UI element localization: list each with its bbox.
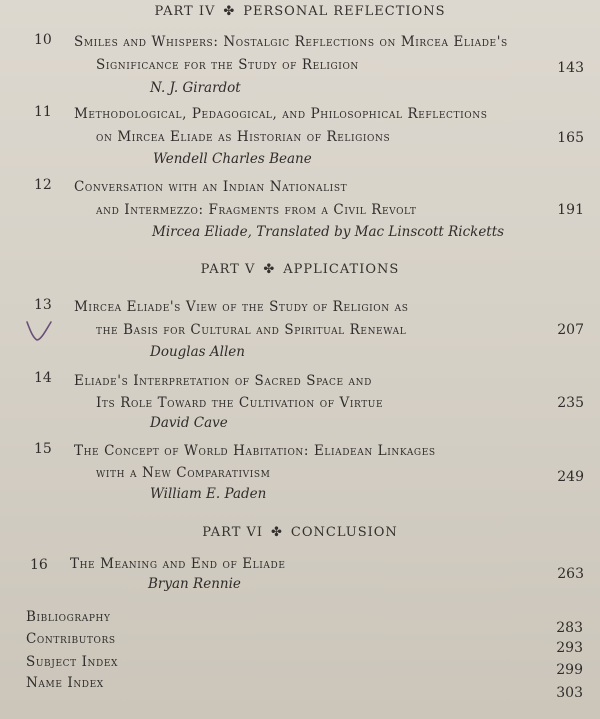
part-label: PART V (200, 262, 256, 277)
chapter-author: Mircea Eliade, Translated by Mac Linscott Ricketts (152, 224, 505, 240)
chapter-title-line: the Basis for Cultural and Spiritual Renewal (96, 322, 407, 338)
chapter-author: William E. Paden (150, 486, 267, 502)
chapter-author: Douglas Allen (150, 344, 245, 360)
chapter-page-number: 235 (557, 395, 584, 411)
chapter-number: 10 (34, 32, 52, 48)
chapter-number: 16 (30, 557, 48, 573)
part-label: PART VI (202, 525, 264, 540)
separator-ornament: ✤ (263, 262, 276, 277)
chapter-author: Wendell Charles Beane (153, 151, 312, 167)
back-matter-page-number: 293 (556, 640, 583, 656)
chapter-number: 15 (34, 441, 52, 457)
chapter-page-number: 249 (557, 469, 584, 485)
chapter-title-line: Methodological, Pedagogical, and Philosophical Reflections (74, 106, 488, 122)
chapter-number: 14 (34, 370, 52, 386)
part-title: APPLICATIONS (283, 262, 400, 277)
chapter-author: David Cave (150, 415, 228, 431)
separator-ornament: ✤ (223, 4, 236, 19)
chapter-title-line: with a New Comparativism (96, 465, 271, 481)
chapter-title-line: Significance for the Study of Religion (96, 57, 359, 73)
chapter-page-number: 191 (557, 202, 584, 218)
part-heading-v (0, 262, 600, 277)
chapter-title-line: Mircea Eliade's View of the Study of Religion as (74, 299, 409, 315)
chapter-title-line: Its Role Toward the Cultivation of Virtue (96, 395, 384, 411)
chapter-title-line: The Meaning and End of Eliade (70, 556, 286, 572)
part-heading-vi (0, 525, 600, 540)
chapter-author: N. J. Girardot (150, 80, 241, 96)
part-heading-iv (0, 4, 600, 19)
chapter-page-number: 165 (557, 130, 584, 146)
chapter-number: 13 (34, 297, 52, 313)
chapter-title-line: and Intermezzo: Fragments from a Civil Revolt (96, 202, 417, 218)
back-matter-page-number: 303 (556, 685, 583, 701)
chapter-page-number: 143 (557, 60, 584, 76)
chapter-title-line: The Concept of World Habitation: Eliadean Linkages (74, 443, 436, 459)
chapter-title-line: Smiles and Whispers: Nostalgic Reflections on Mircea Eliade's (74, 34, 508, 50)
back-matter-name-index[interactable]: Name Index (26, 675, 104, 691)
back-matter-page-number: 283 (556, 620, 583, 636)
chapter-author: Bryan Rennie (148, 576, 241, 592)
chapter-number: 11 (34, 104, 52, 120)
chapter-title-line: Conversation with an Indian Nationalist (74, 179, 348, 195)
separator-ornament: ✤ (271, 525, 283, 540)
back-matter-bibliography[interactable]: Bibliography (26, 609, 111, 625)
back-matter-subject-index[interactable]: Subject Index (26, 654, 119, 670)
chapter-page-number: 207 (557, 322, 584, 338)
part-title: CONCLUSION (290, 525, 398, 540)
chapter-number: 12 (34, 177, 52, 193)
part-title: PERSONAL REFLECTIONS (243, 4, 446, 19)
back-matter-contributors[interactable]: Contributors (26, 631, 116, 647)
chapter-title-line: on Mircea Eliade as Historian of Religions (96, 129, 391, 145)
chapter-title-line: Eliade's Interpretation of Sacred Space and (74, 373, 372, 389)
back-matter-page-number: 299 (556, 662, 583, 678)
part-label: PART IV (154, 4, 216, 19)
handwritten-check-mark-icon (24, 318, 54, 344)
chapter-page-number: 263 (557, 566, 584, 582)
